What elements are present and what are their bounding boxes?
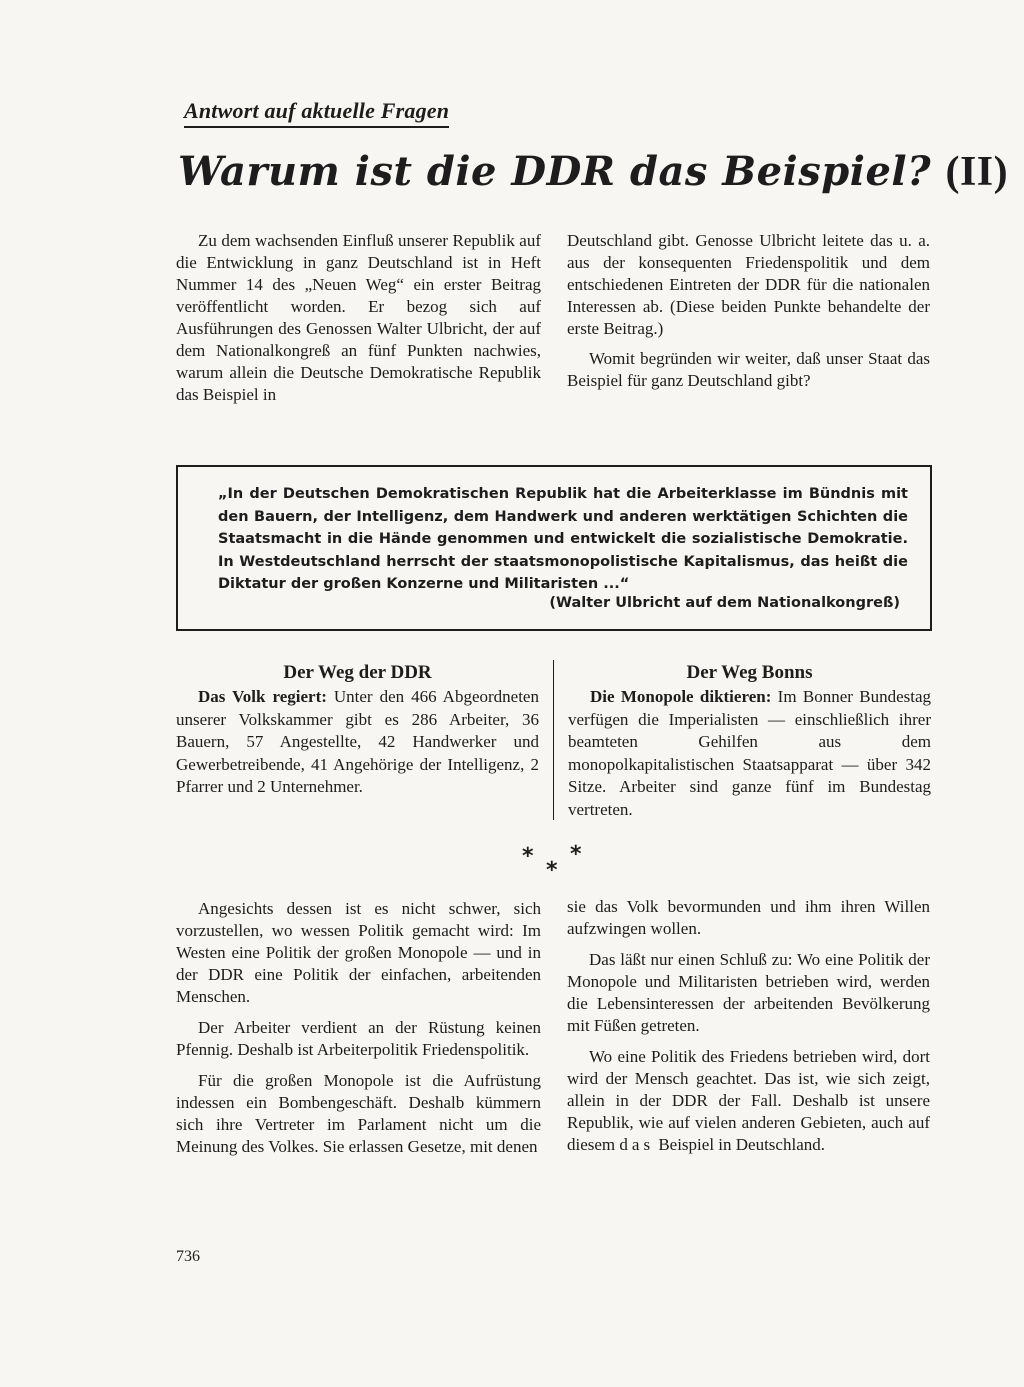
section-separator — [516, 840, 596, 883]
body-paragraph — [567, 1046, 930, 1156]
comparison-bonn-lead: Die Monopole diktieren: — [590, 687, 772, 706]
body-right-column — [567, 896, 930, 1165]
body-paragraph: Das läßt nur einen Schluß zu: Wo eine Politik der Monopole und Militaristen betrieben wird, werden die Lebensinteressen der arbeitenden Bevölkerung mit Füßen getreten. — [567, 950, 930, 1035]
quote-text: „In der Deutschen Demokratischen Republik hat die Arbeiterklasse im Bündnis mit den Bauern, der Intelligenz, dem Handwerk und anderen werktätigen Schichten die Staatsmacht in die Hände genommen und entwickelt die sozialistische Demokratie. In Westdeutschland herrscht der staatsmonopolistische Kapitalismus, das heißt die Diktatur der großen Konzerne und Militaristen ...“ — [218, 486, 908, 592]
asterisk: * — [546, 858, 558, 883]
emphasized-word: das — [619, 1135, 655, 1154]
comparison-bonn — [568, 662, 931, 821]
quote-box — [176, 465, 932, 631]
comparison-ddr-text: Unter den 466 Abgeordneten unserer Volkskammer gibt es 286 Arbeiter, 36 Bauern, 57 Angestellte, 42 Handwerker und Gewerbetreibende, 41 Angehörige der Intelligenz, 2 Pfarrer und 2 Unternehmer. — [176, 687, 539, 796]
comparison-bonn-title: Der Weg Bonns — [686, 662, 813, 683]
comparison-ddr-lead: Das Volk regiert: — [198, 687, 327, 706]
page-title — [178, 148, 1009, 196]
intro-paragraph: Womit begründen wir weiter, daß unser Staat das Beispiel für ganz Deutschland gibt? — [567, 349, 930, 390]
comparison-ddr-body — [176, 686, 539, 799]
body-paragraph: Für die großen Monopole ist die Aufrüstung indessen ein Bombengeschäft. Deshalb kümmern sich ihre Vertreter im Parlament nicht um die Meinung des Volkes. Sie erlassen Gesetze, mit denen — [176, 1071, 541, 1156]
body-left-column — [176, 898, 541, 1167]
page-number: 736 — [176, 1248, 200, 1265]
quote-source: (Walter Ulbricht auf dem Nationalkongreß) — [549, 595, 900, 611]
intro-paragraph: Zu dem wachsenden Einfluß unserer Republik auf die Entwicklung in ganz Deutschland ist in Heft Nummer 14 des „Neuen Weg“ ein erster Beitrag veröffentlicht worden. Er bezog sich auf Ausführungen des Genossen Walter Ulbricht, der auf dem Nationalkongreß an fünf Punkten nachwies, warum allein die Deutsche Demokratische Republik das Beispiel in — [176, 231, 541, 404]
intro-left-column — [176, 230, 541, 414]
comparison-bonn-body — [568, 686, 931, 821]
asterisk: * — [570, 842, 582, 867]
body-paragraph: Der Arbeiter verdient an der Rüstung keinen Pfennig. Deshalb ist Arbeiterpolitik Friedenspolitik. — [176, 1018, 541, 1059]
column-divider — [553, 660, 554, 820]
intro-paragraph: Deutschland gibt. Genosse Ulbricht leitete das u. a. aus der konsequenten Friedenspolitik und dem entschiedenen Eintreten der DDR für die nationalen Interessen ab. (Diese beiden Punkte behandelte der erste Beitrag.) — [567, 231, 930, 338]
body-text: Wo eine Politik des Friedens betrieben wird, dort wird der Mensch geachtet. Das ist, wie sich zeigt, allein in der DDR der Fall. Deshalb ist unsere Republik, wie auf vielen anderen Gebieten, auch auf diesem — [567, 1047, 930, 1154]
comparison-ddr — [176, 662, 539, 799]
headline-part: (II) — [945, 149, 1009, 195]
body-paragraph: sie das Volk bevormunden und ihm ihren Willen aufzwingen wollen. — [567, 897, 930, 938]
body-paragraph: Angesichts dessen ist es nicht schwer, sich vorzustellen, wo wessen Politik gemacht wird: Im Westen eine Politik der großen Monopole — und in der DDR eine Politik der einfachen, arbeitenden Menschen. — [176, 899, 541, 1006]
comparison-bonn-text: Im Bonner Bundestag verfügen die Imperialisten — einschließlich ihrer beamteten Gehilfen aus dem monopolkapitalistischen Staatsapparat — über 342 Sitze. Arbeiter sind ganze fünf im Bundestag vertreten. — [568, 687, 931, 819]
comparison-ddr-title: Der Weg der DDR — [283, 662, 432, 683]
body-text: Beispiel in Deutschland. — [654, 1135, 825, 1154]
section-kicker: Antwort auf aktuelle Fragen — [184, 98, 449, 128]
headline-text: Warum ist die DDR das Beispiel? — [178, 148, 932, 195]
asterisk: * — [522, 844, 534, 869]
intro-right-column — [567, 230, 930, 400]
